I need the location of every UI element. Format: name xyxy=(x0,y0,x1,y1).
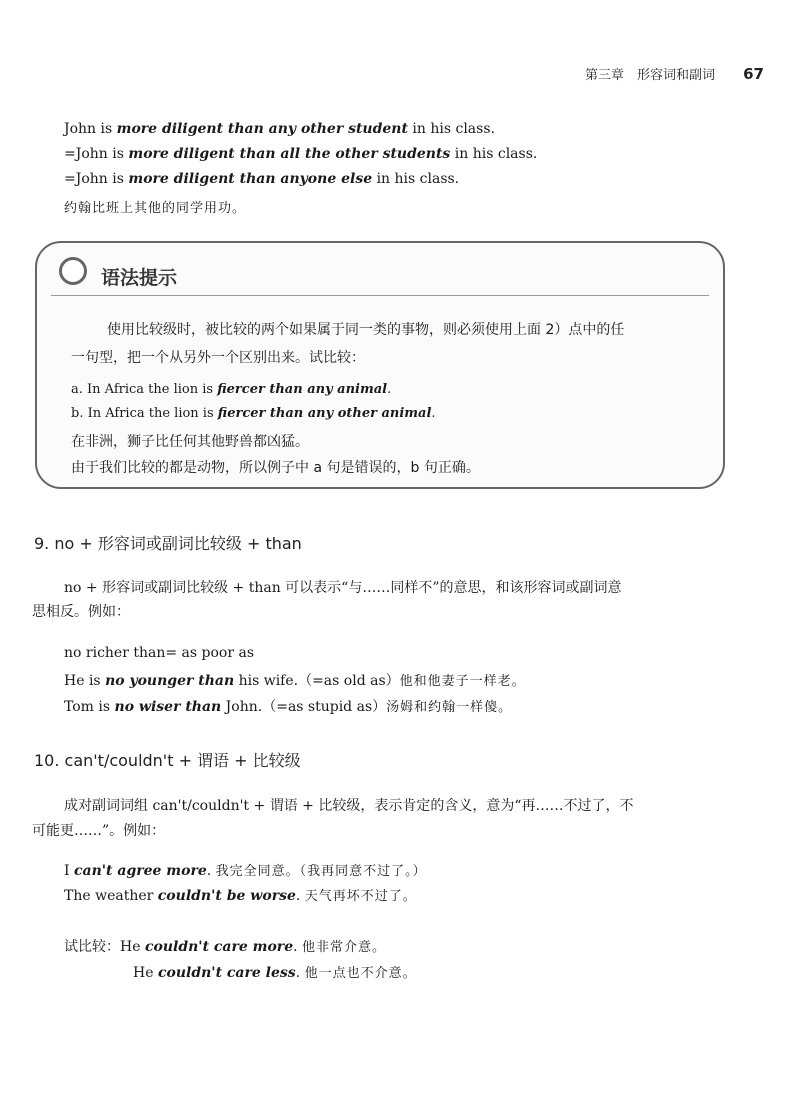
example-line: He couldn't care less. 他一点也不介意。 xyxy=(133,965,417,981)
tip-title: 语法提示 xyxy=(101,267,178,289)
grammar-tip-box xyxy=(35,241,725,489)
section-paragraph: 可能更……”。例如： xyxy=(32,823,166,839)
example-line: no richer than= as poor as xyxy=(64,645,255,661)
tip-example-a: a. In Africa the lion is fiercer than any animal. xyxy=(71,382,392,397)
chapter-title: 第三章 形容词和副词 xyxy=(584,68,715,83)
example-line: The weather couldn't be worse. 天气再坏不过了。 xyxy=(64,888,417,904)
compare-label: 试比较： xyxy=(64,939,120,955)
section-paragraph: no + 形容词或副词比较级 + than 可以表示“与……同样不”的意思，和该形容词或副词意 xyxy=(64,580,622,596)
tip-translation: 在非洲，狮子比任何其他野兽都凶猛。 xyxy=(71,434,309,450)
example-line: I can't agree more. 我完全同意。（我再同意不过了。） xyxy=(64,863,427,879)
example-line: 试比较：He couldn't care more. 他非常介意。 xyxy=(64,939,387,955)
tip-example-b: b. In Africa the lion is fiercer than any other animal. xyxy=(71,406,436,421)
translation-line: 约翰比班上其他的同学用功。 xyxy=(64,201,247,216)
example-line: Tom is no wiser than John.（=as stupid as）汤姆和约翰一样傻。 xyxy=(64,699,513,715)
page-number: 67 xyxy=(743,65,764,83)
tip-explanation: 由于我们比较的都是动物，所以例子中 a 句是错误的，b 句正确。 xyxy=(71,460,480,476)
tip-paragraph-line: 一句型，把一个从另外一个区别出来。试比较： xyxy=(71,350,365,366)
section-paragraph: 思相反。例如： xyxy=(32,604,130,620)
tip-bullet-icon xyxy=(59,257,87,285)
example-line: He is no younger than his wife.（=as old as）他和他妻子一样老。 xyxy=(64,673,526,689)
divider xyxy=(51,295,709,296)
example-line: =John is more diligent than all the other students in his class. xyxy=(64,146,538,162)
section-paragraph: 成对副词词组 can't/couldn't + 谓语 + 比较级，表示肯定的含义，意为“再……不过了，不 xyxy=(64,798,634,814)
page-header xyxy=(585,64,764,83)
section-heading: 10. can't/couldn't + 谓语 + 比较级 xyxy=(34,751,301,770)
example-line: =John is more diligent than anyone else in his class. xyxy=(64,171,460,187)
tip-paragraph-line: 使用比较级时，被比较的两个如果属于同一类的事物，则必须使用上面 2）点中的任 xyxy=(107,322,625,338)
section-heading: 9. no + 形容词或副词比较级 + than xyxy=(34,534,302,553)
example-line: John is more diligent than any other student in his class. xyxy=(64,121,495,137)
